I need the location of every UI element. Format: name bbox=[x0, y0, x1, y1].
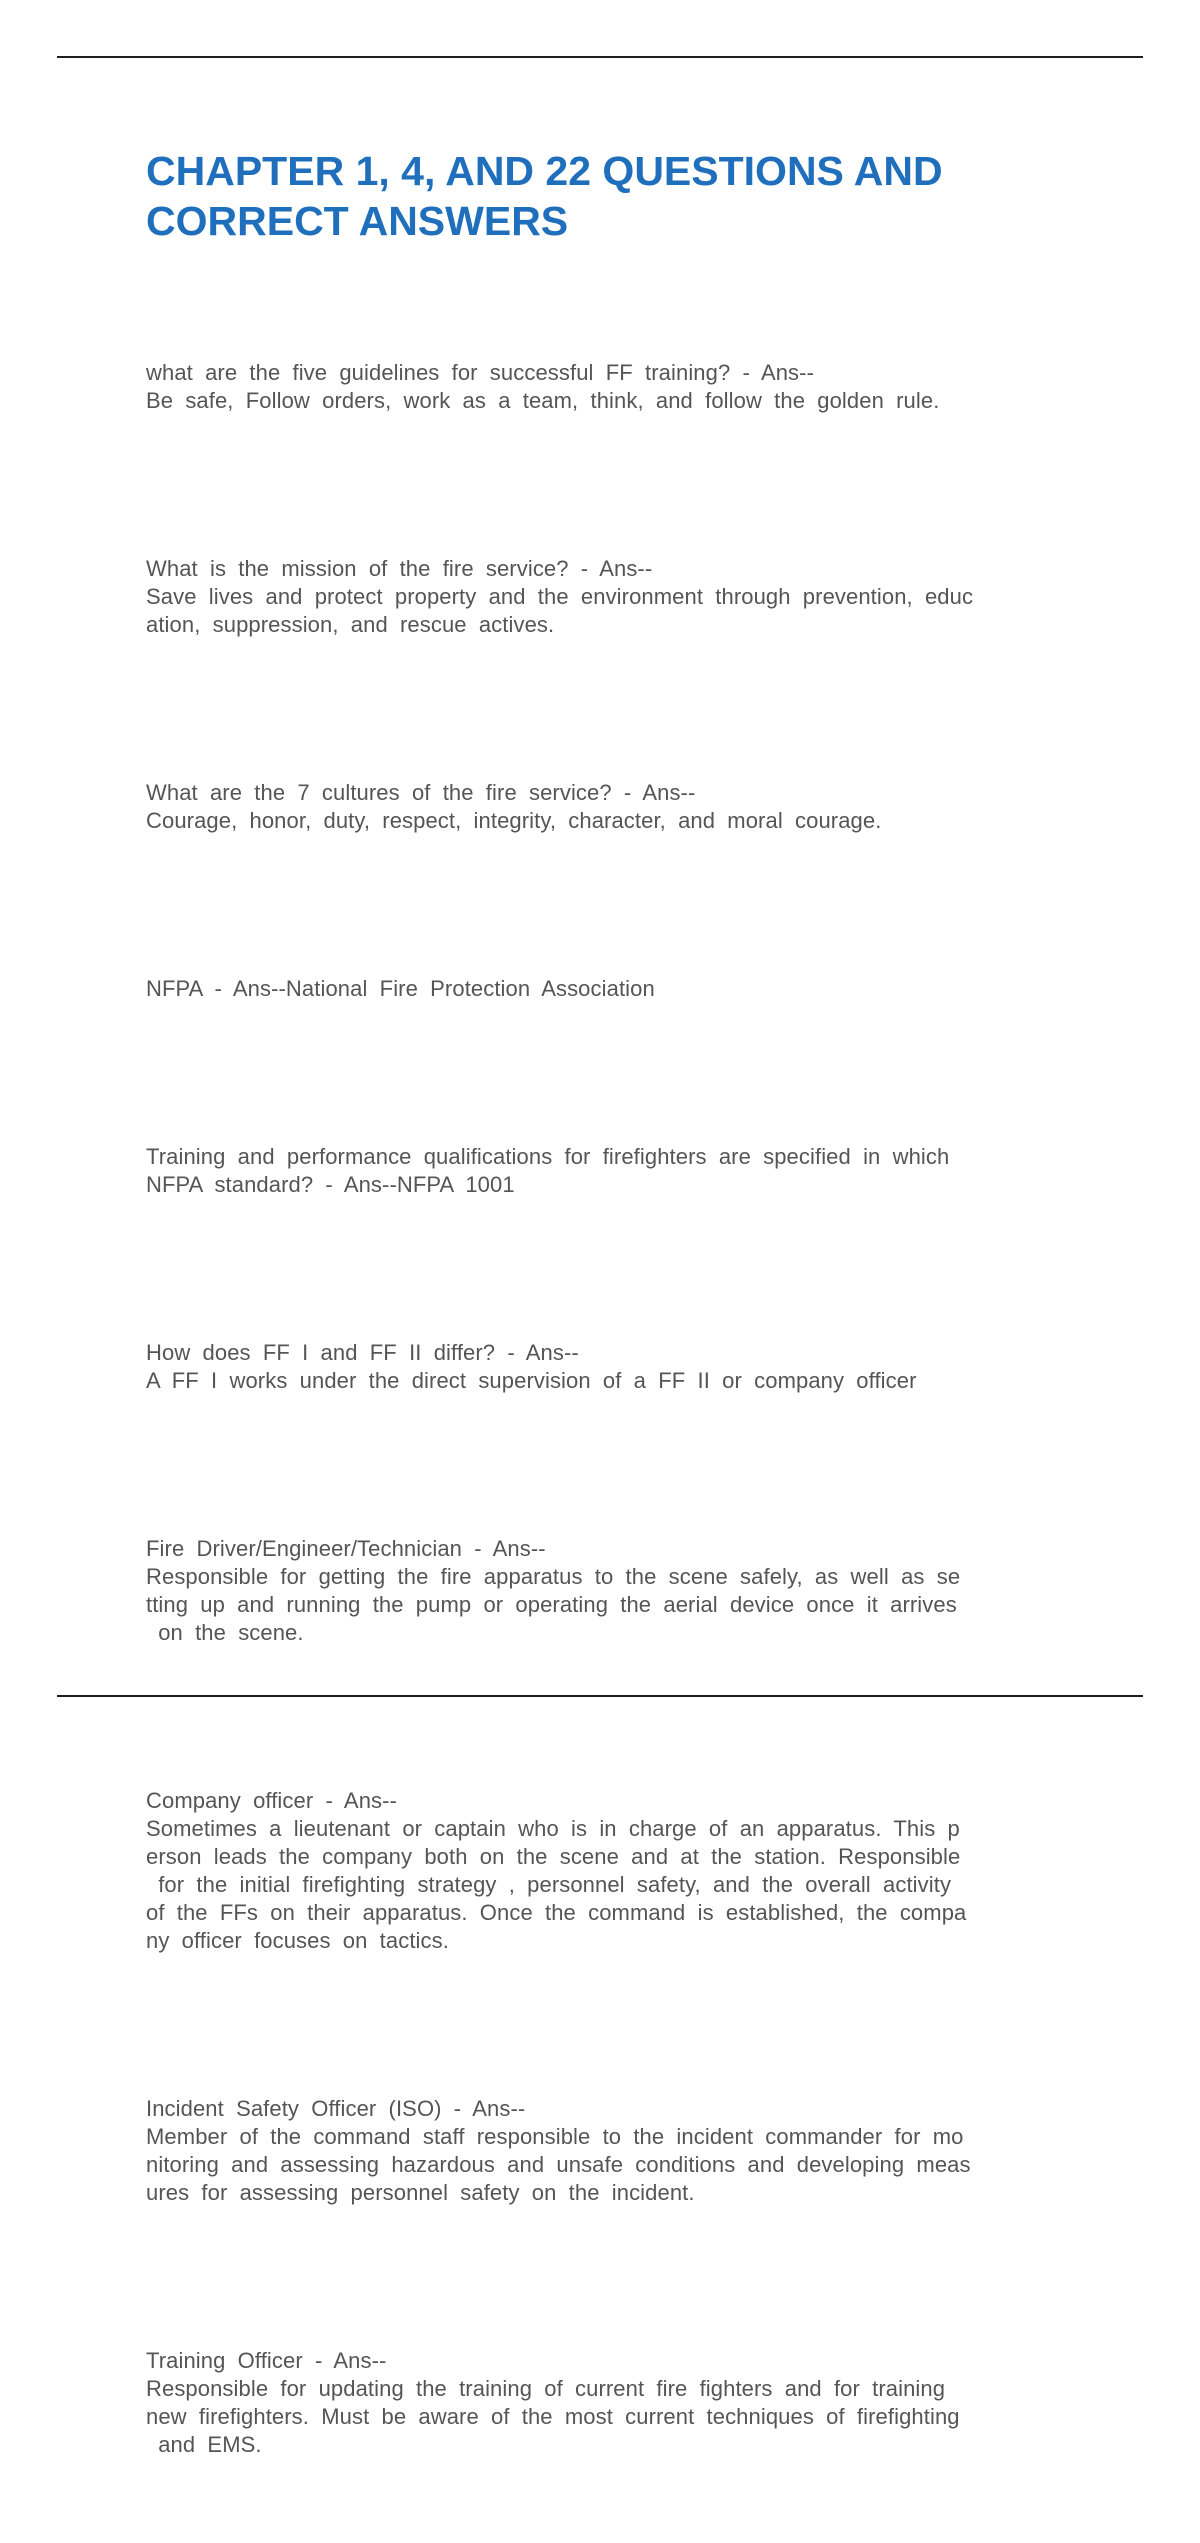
qa-line: Responsible for getting the fire apparatus to the scene safely, as well as se bbox=[146, 1564, 961, 1589]
qa-line: new firefighters. Must be aware of the most current techniques of firefighting bbox=[146, 2404, 960, 2429]
qa-line: What is the mission of the fire service? - Ans-- bbox=[146, 556, 653, 581]
qa-line: and EMS. bbox=[146, 2432, 262, 2457]
title-line: CHAPTER 1, 4, AND 22 QUESTIONS AND bbox=[146, 148, 943, 194]
qa-line: what are the five guidelines for successful FF training? - Ans-- bbox=[146, 360, 815, 385]
qa-line: Sometimes a lieutenant or captain who is in charge of an apparatus. This p bbox=[146, 1816, 960, 1841]
qa-entry bbox=[146, 1283, 1086, 1451]
qa-entry bbox=[146, 2039, 1086, 2263]
qa-line: Company officer - Ans-- bbox=[146, 1788, 397, 1813]
qa-line: for the initial firefighting strategy , personnel safety, and the overall activity bbox=[146, 1872, 952, 1897]
document-title bbox=[146, 146, 1106, 246]
qa-line: Fire Driver/Engineer/Technician - Ans-- bbox=[146, 1536, 546, 1561]
qa-line: of the FFs on their apparatus. Once the command is established, the compa bbox=[146, 1900, 967, 1925]
qa-entry bbox=[146, 303, 1086, 471]
qa-line: tting up and running the pump or operating the aerial device once it arrives bbox=[146, 1592, 957, 1617]
qa-list bbox=[146, 303, 1086, 2543]
qa-line: erson leads the company both on the scene and at the station. Responsible bbox=[146, 1844, 961, 1869]
qa-entry bbox=[146, 723, 1086, 891]
qa-line: NFPA - Ans--National Fire Protection Association bbox=[146, 976, 655, 1001]
qa-line: Courage, honor, duty, respect, integrity, character, and moral courage. bbox=[146, 808, 882, 833]
qa-line: Training Officer - Ans-- bbox=[146, 2348, 387, 2373]
qa-line: Be safe, Follow orders, work as a team, think, and follow the golden rule. bbox=[146, 388, 940, 413]
qa-line: ures for assessing personnel safety on the incident. bbox=[146, 2180, 695, 2205]
qa-entry bbox=[146, 1479, 1086, 1703]
qa-line: nitoring and assessing hazardous and unsafe conditions and developing meas bbox=[146, 2152, 971, 2177]
qa-entry bbox=[146, 1731, 1086, 2011]
qa-line: ny officer focuses on tactics. bbox=[146, 1928, 449, 1953]
qa-line: What are the 7 cultures of the fire service? - Ans-- bbox=[146, 780, 696, 805]
bottom-rule bbox=[57, 1695, 1143, 1697]
title-line: CORRECT ANSWERS bbox=[146, 198, 569, 244]
qa-line: Save lives and protect property and the environment through prevention, educ bbox=[146, 584, 974, 609]
qa-line: on the scene. bbox=[146, 1620, 304, 1645]
qa-entry bbox=[146, 919, 1086, 1059]
qa-entry bbox=[146, 1087, 1086, 1255]
top-rule bbox=[57, 56, 1143, 58]
qa-line: Member of the command staff responsible to the incident commander for mo bbox=[146, 2124, 964, 2149]
qa-entry bbox=[146, 499, 1086, 695]
qa-line: How does FF I and FF II differ? - Ans-- bbox=[146, 1340, 579, 1365]
qa-line: Incident Safety Officer (ISO) - Ans-- bbox=[146, 2096, 526, 2121]
qa-line: Training and performance qualifications for firefighters are specified in which bbox=[146, 1144, 950, 1169]
qa-line: Responsible for updating the training of current fire fighters and for training bbox=[146, 2376, 946, 2401]
qa-line: NFPA standard? - Ans--NFPA 1001 bbox=[146, 1172, 515, 1197]
qa-line: ation, suppression, and rescue actives. bbox=[146, 612, 555, 637]
qa-line: A FF I works under the direct supervision of a FF II or company officer bbox=[146, 1368, 917, 1393]
qa-entry bbox=[146, 2291, 1086, 2515]
